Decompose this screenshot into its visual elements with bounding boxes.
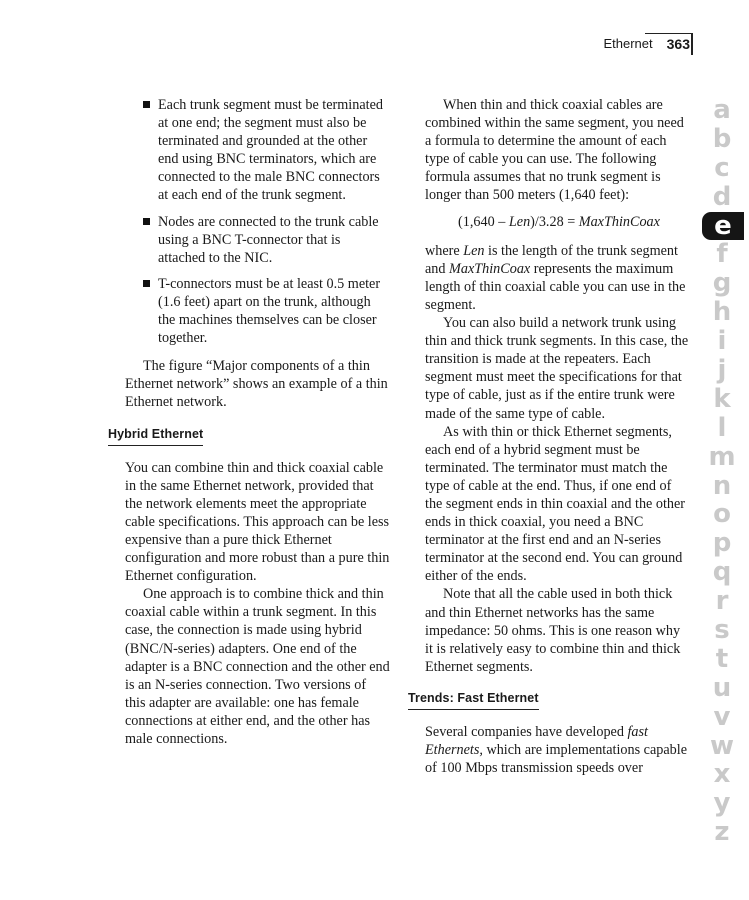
paragraph: Several companies have developed fast Ethernets, which are implementations capable of 100 Mbps transmission speeds over [425,724,687,777]
square-bullet-icon [143,218,150,225]
thumb-letter-o: o [713,499,731,530]
header-rule [645,33,693,34]
thumb-letter-g: g [712,268,732,299]
paragraph: You can also build a network trunk using thin and thick trunk segments. In this case, the transition is made at the repeaters. Each segment must meet the specifications for that type of cable, just as if the entire trunk were made of the same type of cable. [425,315,689,422]
thumb-letter-n: n [712,470,732,501]
bullet-list [108,96,390,347]
thumb-letter-h: h [712,297,732,328]
alphabet-thumb-index [700,96,744,847]
thumb-letter-s: s [714,615,730,646]
section-heading: Hybrid Ethernet [108,425,203,446]
paragraph: When thin and thick coaxial cables are combined within the same segment, you need a formula to determine the amount of each type of cable you can use. The following formula assumes that no trunk segment is longer than 500 meters (1,640 feet): [425,97,684,204]
thumb-letter-u: u [712,672,732,703]
paragraph: where Len is the length of the trunk segment and MaxThinCoax represents the maximum length of thin coaxial cable you can use in the segment. [425,242,686,313]
thumb-letter-l: l [717,412,727,443]
thumb-letter-e: e [702,212,744,241]
thumb-letter-k: k [713,383,731,414]
running-head: Ethernet [603,36,653,51]
paragraph: One approach is to combine thick and thin coaxial cable within a trunk segment. In this case, the connection is made using hybrid (BNC/N-series) adapters. One end of the adapter is a BNC connection and the other end is an N-series connection. Two versions of this adapter are available: one has female connections at either end, and the other has male connections. [125,586,390,747]
section-heading-wrapper [408,689,690,710]
page-header [603,36,693,52]
section-heading: Trends: Fast Ethernet [408,689,539,710]
paragraph: You can combine thin and thick coaxial cable in the same Ethernet network, provided that the network elements meet the appropriate cable specifications. This approach can be less expensive than a pure thick Ethernet configuration and more robust than a pure thin Ethernet configuration. [125,459,390,585]
bullet-item: Each trunk segment must be terminated at one end; the segment must also be terminated and grounded at the other end using BNC terminators, which are connected to the male BNC connectors at each end of the trunk segment. [142,96,390,205]
thumb-letter-q: q [712,557,732,588]
page-number: 363 [666,36,690,52]
thumb-letter-v: v [713,701,731,732]
paragraph: The figure “Major components of a thin Ethernet network” shows an example of a thin Ethernet network. [125,358,388,411]
square-bullet-icon [143,101,150,108]
thumb-letter-b: b [712,123,732,154]
thumb-letter-a: a [713,95,731,125]
thumb-letter-i: i [717,326,727,357]
thumb-letter-p: p [712,528,732,559]
right-column [408,96,690,777]
thumb-letter-f: f [716,239,728,270]
thumb-letter-j: j [717,355,727,386]
formula: (1,640 – Len)/3.28 = MaxThinCoax [458,213,660,230]
paragraph: Note that all the cable used in both thick and thin Ethernet networks has the same impedance: 50 ohms. This is one reason why it is relatively easy to combine thin and thick Ethernet segments. [425,586,681,675]
thumb-letter-m: m [708,441,736,472]
thumb-letter-r: r [715,586,729,617]
paragraph: As with thin or thick Ethernet segments, each end of a hybrid segment must be terminated. The terminator must match the type of cable at the end. Thus, if one end of the segment ends in thin coaxial and the other ends in thick coaxial, you need a BNC terminator at the first end and an N-series terminator at the second end. You can ground either of the ends. [425,423,686,585]
section-heading-wrapper [108,425,390,446]
thumb-letter-y: y [713,788,731,819]
bullet-item: T-connectors must be at least 0.5 meter (1.6 feet) apart on the trunk, although the machines themselves can be closer together. [142,275,390,347]
thumb-letter-d: d [712,181,732,212]
thumb-letter-w: w [709,730,735,761]
thumb-letter-z: z [714,817,730,848]
left-column [108,96,390,748]
square-bullet-icon [143,280,150,287]
bullet-item: Nodes are connected to the trunk cable using a BNC T-connector that is attached to the NIC. [142,213,390,267]
thumb-letter-c: c [714,152,730,183]
thumb-letter-t: t [715,643,729,674]
thumb-letter-x: x [713,759,731,790]
